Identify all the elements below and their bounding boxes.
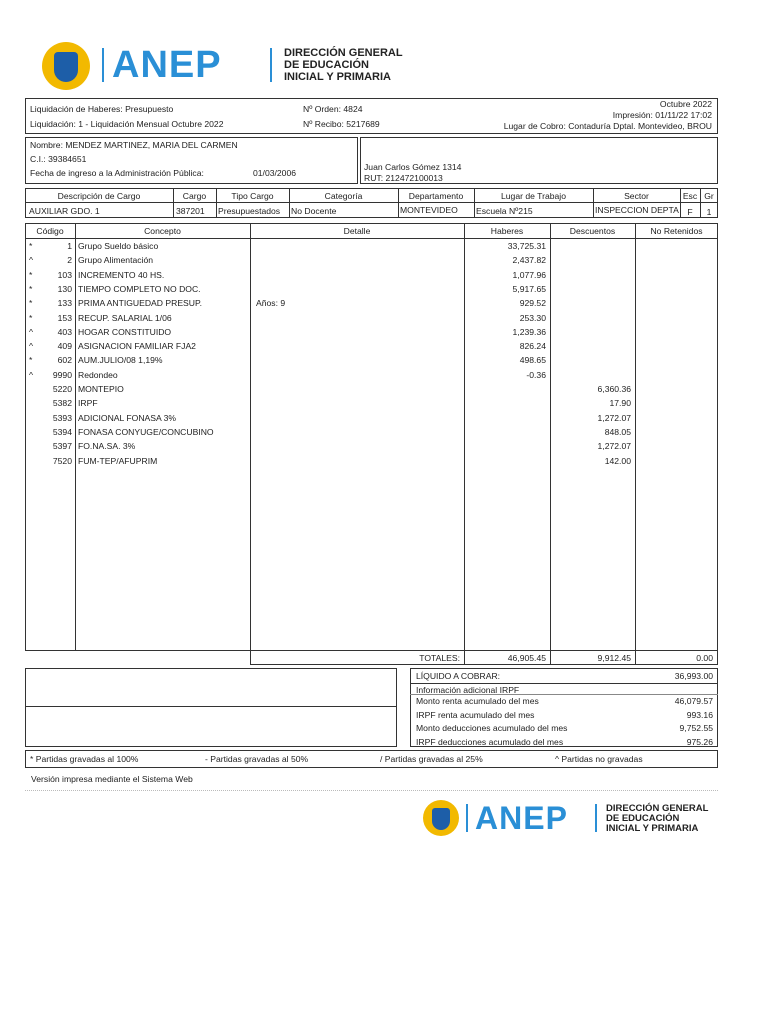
- col-header-descuentos: Descuentos: [569, 226, 616, 236]
- cargo-header-tipo: Tipo Cargo: [231, 191, 274, 201]
- irpf-item-value: 46,079.57: [674, 696, 713, 706]
- row-haberes: 929.52: [519, 298, 546, 308]
- row-mark: ^: [29, 370, 34, 380]
- row-code: 2: [67, 255, 72, 265]
- row-descuentos: 848.05: [604, 427, 631, 437]
- row-concepto: Grupo Sueldo básico: [78, 241, 159, 251]
- rut: RUT: 212472100013: [364, 173, 443, 183]
- logo-line2: DE EDUCACIÓN: [284, 59, 369, 71]
- version-note: Versión impresa mediante el Sistema Web: [31, 774, 193, 784]
- employee-name: Nombre: MENDEZ MARTINEZ, MARIA DEL CARMEN: [30, 140, 238, 150]
- logo-line3: INICIAL Y PRIMARIA: [284, 71, 391, 83]
- cargo-header-sector: Sector: [624, 191, 649, 201]
- row-haberes: 2,437.82: [512, 255, 546, 265]
- row-descuentos: 1,272.07: [597, 441, 631, 451]
- impresion: Impresión: 01/11/22 17:02: [612, 110, 712, 120]
- row-code: 5397: [52, 441, 72, 451]
- shield-emblem-icon: [54, 52, 78, 82]
- cargo-header-categoria: Categoría: [324, 191, 363, 201]
- row-haberes: -0.36: [526, 370, 546, 380]
- cargo-header-cargo: Cargo: [182, 191, 207, 201]
- row-concepto: ADICIONAL FONASA 3%: [78, 413, 177, 423]
- logo-line3: INICIAL Y PRIMARIA: [606, 823, 699, 834]
- fecha-ingreso: 01/03/2006: [253, 168, 297, 178]
- row-mark: *: [29, 298, 33, 308]
- row-code: 602: [57, 355, 72, 365]
- row-mark: ^: [29, 327, 34, 337]
- info-irpf-label: Información adicional IRPF: [416, 685, 520, 695]
- cargo-descripcion: AUXILIAR GDO. 1: [29, 206, 100, 216]
- row-code: 9990: [52, 370, 72, 380]
- row-code: 5394: [52, 427, 72, 437]
- row-detalle: Años: 9: [256, 298, 286, 308]
- cargo-departamento: MONTEVIDEO: [400, 205, 458, 215]
- row-concepto: FO.NA.SA. 3%: [78, 441, 136, 451]
- irpf-item-label: IRPF deducciones acumulado del mes: [416, 737, 564, 747]
- cargo-cargo: 387201: [176, 206, 205, 216]
- cargo-lugar: Escuela Nº215: [476, 206, 533, 216]
- shield-emblem-icon: [432, 808, 450, 830]
- row-haberes: 5,917.65: [512, 284, 546, 294]
- cargo-categoria: No Docente: [291, 206, 337, 216]
- row-haberes: 253.30: [519, 313, 546, 323]
- row-mark: *: [29, 284, 33, 294]
- summary-left-box: [25, 668, 397, 747]
- logo-line1: DIRECCIÓN GENERAL: [606, 803, 709, 814]
- cargo-header-esc: Esc: [682, 191, 698, 201]
- col-header-codigo: Código: [36, 226, 64, 236]
- row-code: 409: [57, 341, 72, 351]
- row-code: 133: [57, 298, 72, 308]
- row-concepto: FUM-TEP/AFUPRIM: [78, 456, 158, 466]
- anep-brand: ANEP: [112, 44, 222, 86]
- row-mark: *: [29, 241, 33, 251]
- cargo-header-departamento: Departamento: [408, 191, 464, 201]
- row-descuentos: 17.90: [609, 398, 631, 408]
- irpf-item-value: 9,752.55: [679, 723, 713, 733]
- cargo-header-lugar: Lugar de Trabajo: [501, 191, 566, 201]
- row-descuentos: 142.00: [604, 456, 631, 466]
- row-concepto: ASIGNACION FAMILIAR FJA2: [78, 341, 196, 351]
- totals-haberes: 46,905.45: [507, 653, 546, 663]
- row-concepto: HOGAR CONSTITUIDO: [78, 327, 172, 337]
- row-haberes: 498.65: [519, 355, 546, 365]
- legend-100: * Partidas gravadas al 100%: [30, 754, 139, 764]
- fecha-ingreso-label: Fecha de ingreso a la Administración Pública:: [30, 168, 204, 178]
- legend-25: / Partidas gravadas al 25%: [380, 754, 483, 764]
- row-concepto: TIEMPO COMPLETO NO DOC.: [78, 284, 201, 294]
- cargo-esc: F: [687, 207, 693, 217]
- row-mark: *: [29, 355, 33, 365]
- cargo-sector: INSPECCION DEPTA: [595, 205, 679, 215]
- row-concepto: Redondeo: [78, 370, 118, 380]
- cargo-header-descripcion: Descripción de Cargo: [57, 191, 141, 201]
- irpf-item-label: IRPF renta acumulado del mes: [416, 710, 535, 720]
- row-descuentos: 1,272.07: [597, 413, 631, 423]
- row-mark: *: [29, 270, 33, 280]
- orden-number: Nº Orden: 4824: [303, 104, 363, 114]
- row-code: 5393: [52, 413, 72, 423]
- col-header-no-retenidos: No Retenidos: [650, 226, 703, 236]
- cargo-tipo: Presupuestados: [218, 206, 281, 216]
- row-concepto: IRPF: [78, 398, 98, 408]
- row-mark: ^: [29, 255, 34, 265]
- row-code: 7520: [52, 456, 72, 466]
- employee-ci: C.I.: 39384651: [30, 154, 87, 164]
- row-mark: ^: [29, 341, 34, 351]
- row-haberes: 1,077.96: [512, 270, 546, 280]
- row-code: 403: [57, 327, 72, 337]
- irpf-item-label: Monto renta acumulado del mes: [416, 696, 539, 706]
- totals-no-retenidos: 0.00: [696, 653, 713, 663]
- totals-label: TOTALES:: [419, 653, 460, 663]
- row-code: 103: [57, 270, 72, 280]
- row-concepto: INCREMENTO 40 HS.: [78, 270, 165, 280]
- row-descuentos: 6,360.36: [597, 384, 631, 394]
- lugar-cobro: Lugar de Cobro: Contaduría Dptal. Montevideo, BROU: [503, 121, 712, 131]
- col-header-concepto: Concepto: [144, 226, 181, 236]
- row-concepto: FONASA CONYUGE/CONCUBINO: [78, 427, 214, 437]
- row-mark: *: [29, 313, 33, 323]
- legend-50: - Partidas gravadas al 50%: [205, 754, 309, 764]
- row-concepto: RECUP. SALARIAL 1/06: [78, 313, 172, 323]
- row-code: 5220: [52, 384, 72, 394]
- irpf-item-value: 975.26: [686, 737, 713, 747]
- row-haberes: 33,725.31: [507, 241, 546, 251]
- totals-descuentos: 9,912.45: [597, 653, 631, 663]
- address: Juan Carlos Gómez 1314: [364, 162, 462, 172]
- liquidacion: Liquidación: 1 - Liquidación Mensual Octubre 2022: [30, 119, 224, 129]
- irpf-item-label: Monto deducciones acumulado del mes: [416, 723, 568, 733]
- row-code: 153: [57, 313, 72, 323]
- cargo-gr: 1: [706, 207, 712, 217]
- legend-no-gravadas: ^ Partidas no gravadas: [555, 754, 643, 764]
- row-haberes: 826.24: [519, 341, 546, 351]
- row-concepto: PRIMA ANTIGUEDAD PRESUP.: [78, 298, 203, 308]
- col-header-detalle: Detalle: [343, 226, 371, 236]
- recibo-number: Nº Recibo: 5217689: [303, 119, 380, 129]
- liquido-value: 36,993.00: [674, 671, 713, 681]
- logo-line1: DIRECCIÓN GENERAL: [284, 47, 403, 59]
- mes: Octubre 2022: [659, 99, 712, 109]
- row-code: 1: [67, 241, 72, 251]
- row-concepto: MONTEPIO: [78, 384, 124, 394]
- liquidacion-haberes: Liquidación de Haberes: Presupuesto: [30, 104, 174, 114]
- cargo-header-gr: Gr: [704, 191, 714, 201]
- row-concepto: Grupo Alimentación: [78, 255, 153, 265]
- col-header-haberes: Haberes: [490, 226, 524, 236]
- row-haberes: 1,239.36: [512, 327, 546, 337]
- row-code: 5382: [52, 398, 72, 408]
- logo-line2: DE EDUCACIÓN: [606, 813, 680, 824]
- irpf-item-value: 993.16: [686, 710, 713, 720]
- row-code: 130: [57, 284, 72, 294]
- liquido-label: LÍQUIDO A COBRAR:: [416, 671, 501, 681]
- row-concepto: AUM.JULIO/08 1,19%: [78, 355, 163, 365]
- anep-brand: ANEP: [475, 800, 568, 836]
